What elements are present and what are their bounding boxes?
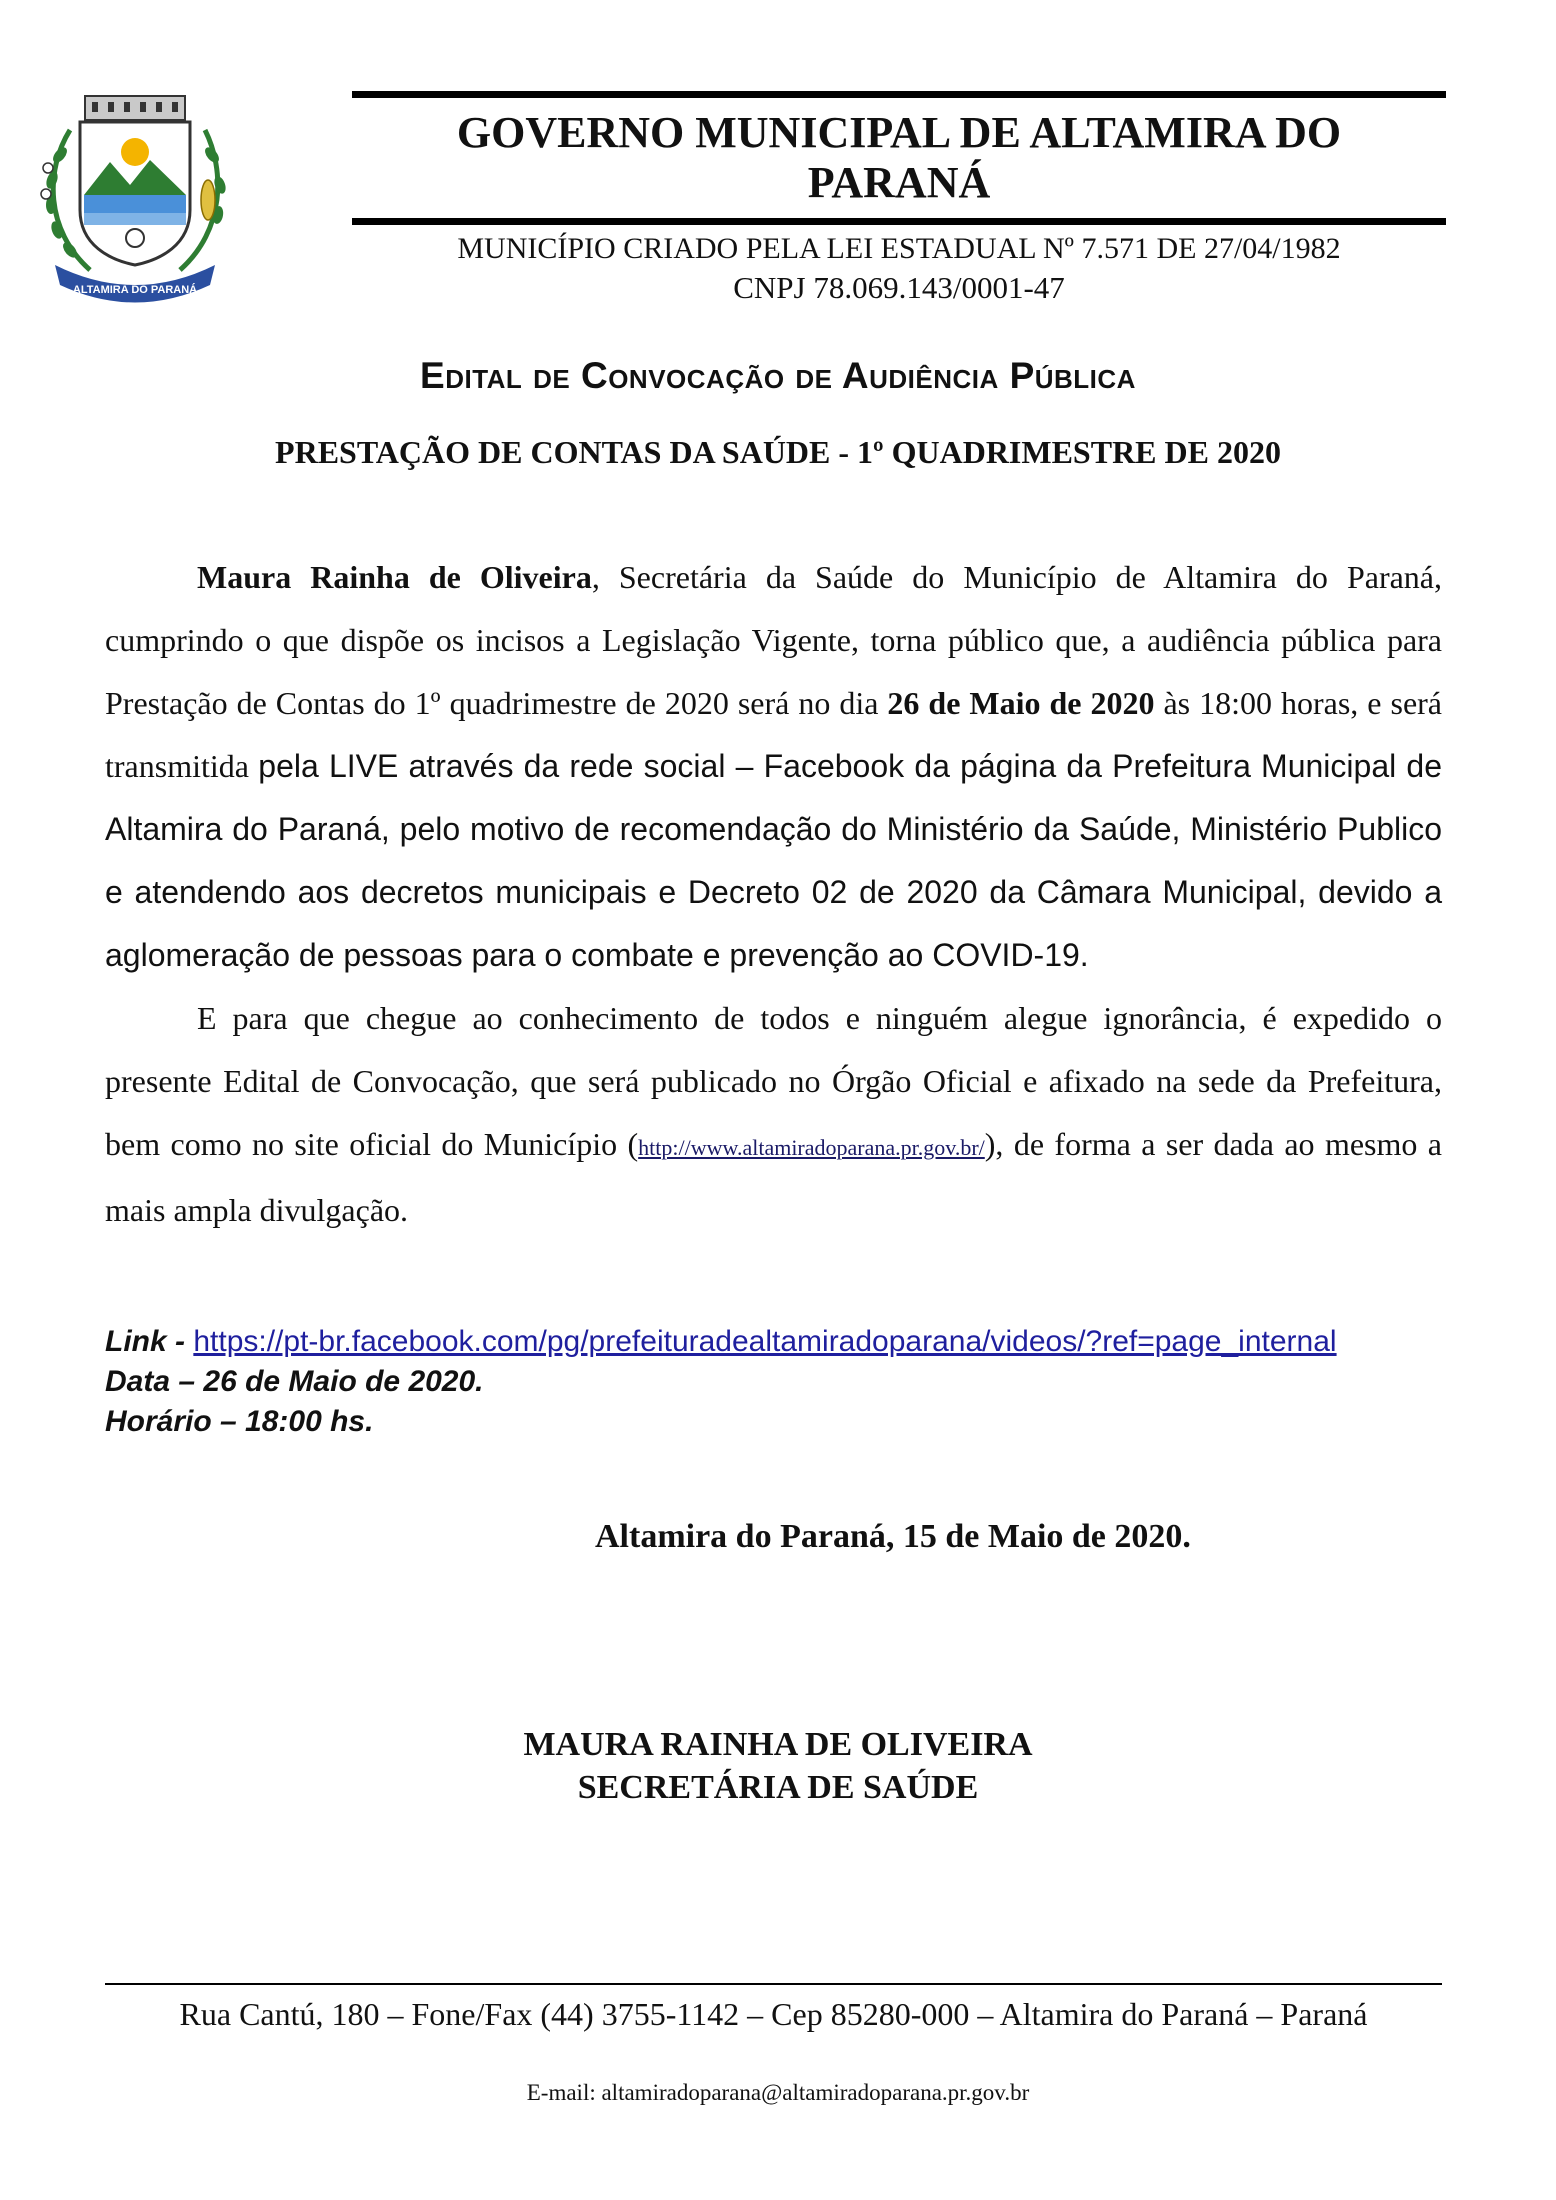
- government-title-line1: GOVERNO MUNICIPAL DE ALTAMIRA DO: [456, 108, 1342, 157]
- paragraph-1: [105, 546, 1442, 987]
- time-line: Horário – 18:00 hs.: [105, 1405, 374, 1438]
- p2-text-2: ), de forma a ser dada ao mesmo a mais ampla divulgação.: [105, 1126, 1443, 1228]
- secretary-name: Maura Rainha de Oliveira: [197, 559, 592, 595]
- footer-email: E-mail: altamiradoparana@altamiradoparana.pr.gov.br: [526, 2080, 1030, 2105]
- info-block: [105, 1322, 1505, 1442]
- signature-block: [0, 1723, 1556, 1809]
- document-title: Edital de Convocação de Audiência Pública: [420, 355, 1136, 396]
- link-line: [105, 1322, 1505, 1362]
- government-title-line2: PARANÁ: [807, 158, 991, 207]
- signer-name: MAURA RAINHA DE OLIVEIRA: [523, 1726, 1033, 1763]
- municipal-crest-logo: [30, 90, 240, 310]
- cnpj: CNPJ 78.069.143/0001-47: [733, 270, 1065, 305]
- p1-text-4: , pelo motivo de recomendação do Ministério da Saúde, Ministério Publico e atendendo aos decretos municipais e Decreto 02 de 2020 da Câmara Municipal, devido a aglomeração de pessoas para o combate e prevenção ao COVID-19.: [105, 811, 1443, 973]
- footer-rule: [105, 1983, 1442, 1985]
- facebook-link[interactable]: https://pt-br.facebook.com/pg/prefeituradealtamiradoparana/videos/?ref=page_internal: [193, 1325, 1337, 1358]
- municipal-site-link[interactable]: http://www.altamiradoparana.pr.gov.br/: [638, 1135, 985, 1160]
- link-label: Link -: [105, 1325, 194, 1358]
- place-and-date: Altamira do Paraná, 15 de Maio de 2020.: [595, 1518, 1191, 1555]
- paragraph-2: [105, 987, 1442, 1242]
- hearing-date: 26 de Maio de 2020: [887, 685, 1155, 721]
- document-body: [105, 546, 1442, 1242]
- p1-text-2: às 18:00 horas, e será transmitida: [105, 685, 1443, 784]
- p1-text-3: pela LIVE através da rede social – Facebook da página da Prefeitura Municipal de Altamira do Paraná: [105, 748, 1443, 847]
- signer-role: SECRETÁRIA DE SAÚDE: [577, 1769, 979, 1806]
- municipality-law: MUNICÍPIO CRIADO PELA LEI ESTADUAL Nº 7.571 DE 27/04/1982: [457, 232, 1341, 265]
- header-rule-top: [352, 91, 1446, 98]
- crest-banner-text: ALTAMIRA DO PARANÁ: [72, 284, 198, 296]
- header-rule-bottom: [352, 218, 1446, 225]
- p2-text-1: E para que chegue ao conhecimento de todos e ninguém alegue ignorância, é expedido o presente Edital de Convocação, que será publicado no Órgão Oficial e afixado na sede da Prefeitura, bem como no site oficial do Município (: [105, 1000, 1442, 1162]
- footer-address: Rua Cantú, 180 – Fone/Fax (44) 3755-1142 – Cep 85280-000 – Altamira do Paraná – Paraná: [179, 1996, 1368, 2032]
- p1-text-1: , Secretária da Saúde do Município de Altamira do Paraná, cumprindo o que dispõe os incisos a Legislação Vigente, torna público que, a audiência pública para Prestação de Contas do 1º quadrimestre de 2020 será no dia: [105, 559, 1443, 721]
- document-subtitle: PRESTAÇÃO DE CONTAS DA SAÚDE - 1º QUADRIMESTRE DE 2020: [275, 434, 1281, 470]
- date-line: Data – 26 de Maio de 2020.: [105, 1365, 484, 1398]
- government-title: [352, 108, 1446, 208]
